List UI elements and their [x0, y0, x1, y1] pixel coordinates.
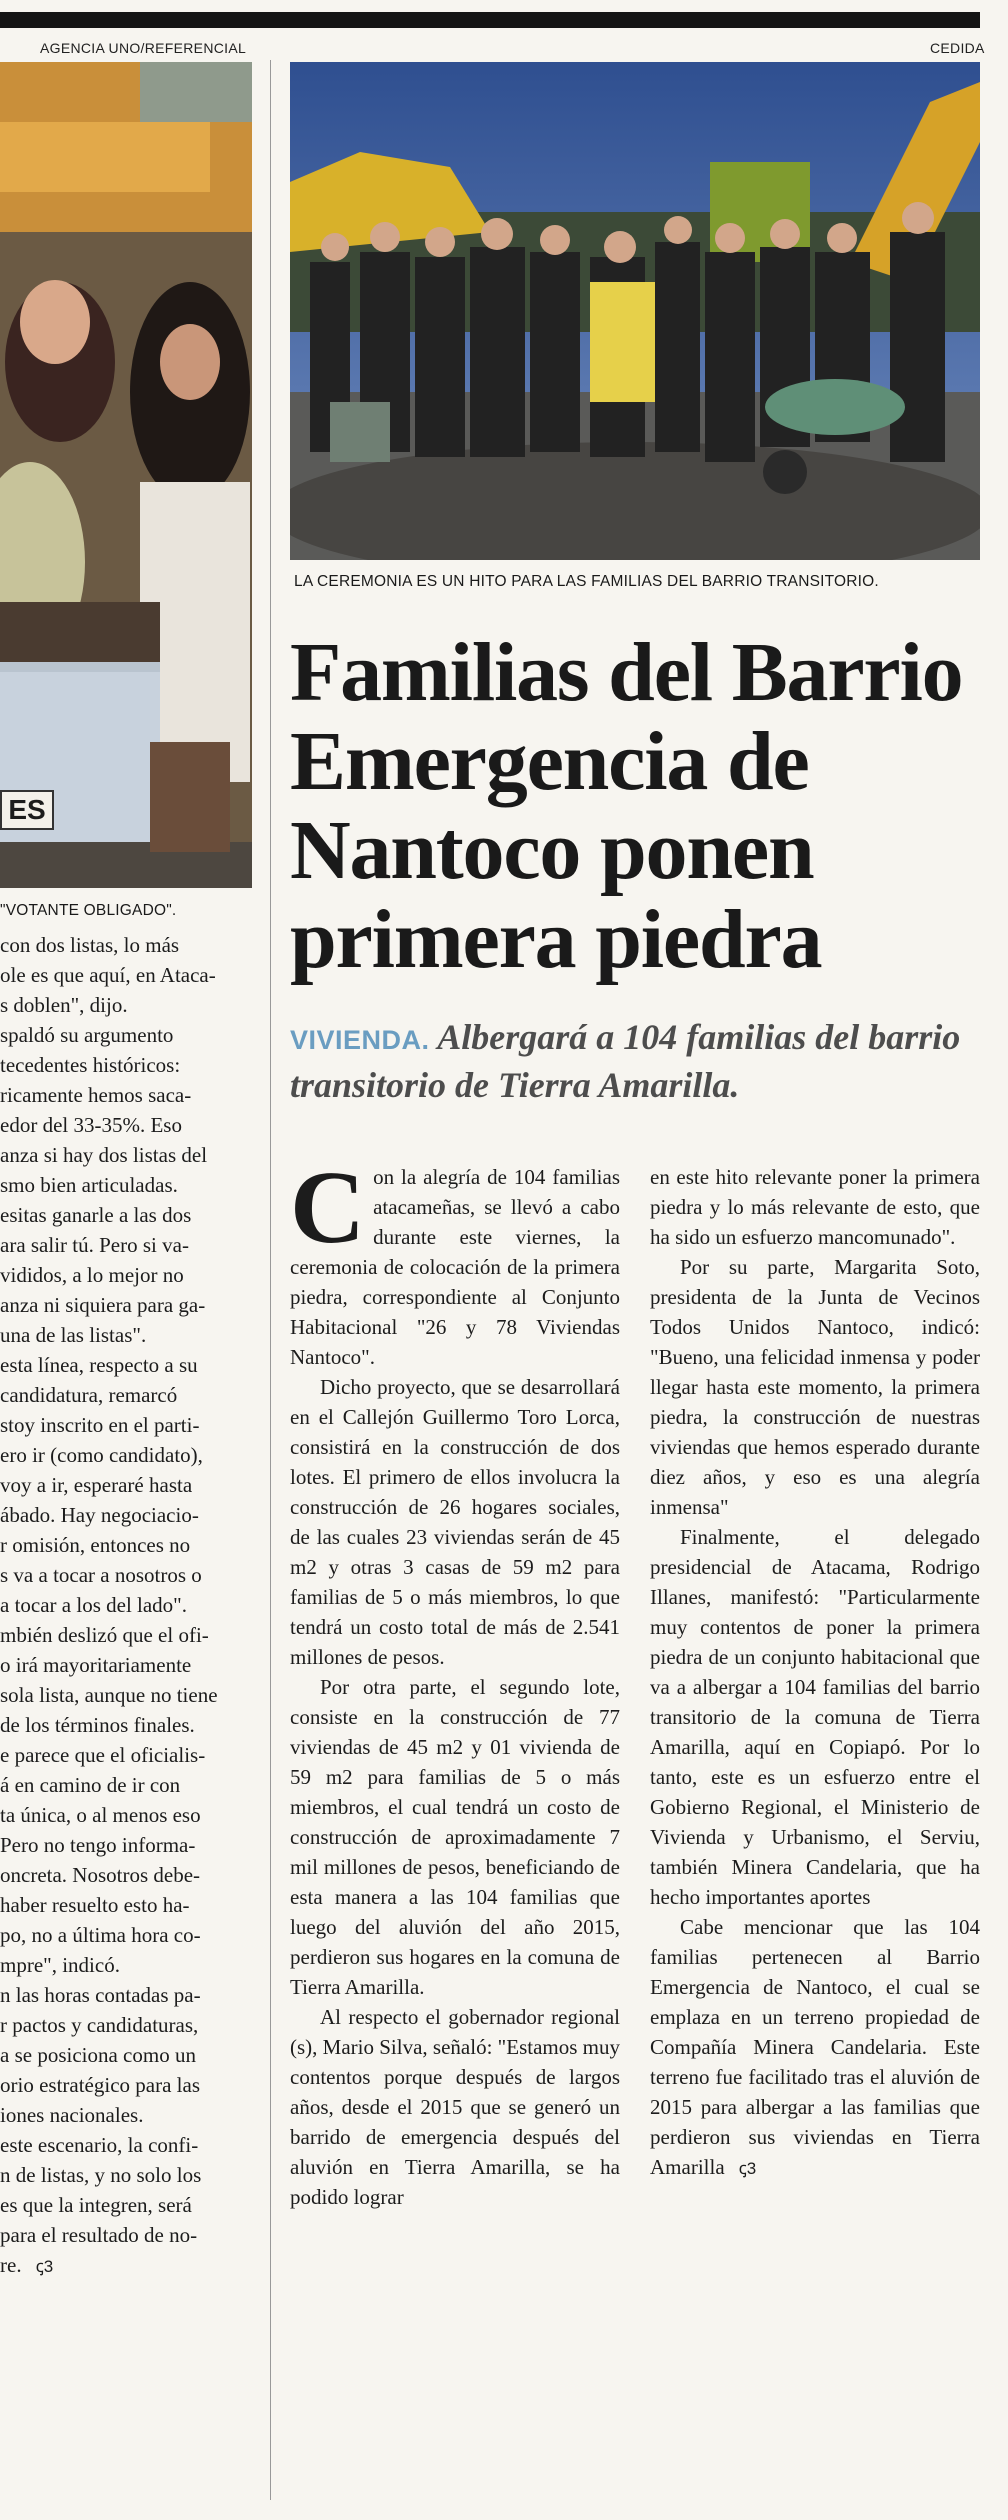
end-mark-icon: ꞔ3	[35, 2257, 54, 2276]
left-article-line: ta única, o al menos eso	[0, 1803, 201, 1827]
left-article-line: orio estratégico para las	[0, 2073, 200, 2097]
left-article-line: esta línea, respecto a su	[0, 1353, 198, 1377]
left-article-line: sola lista, aunque no tiene	[0, 1683, 218, 1707]
left-article-line: una de las listas".	[0, 1323, 147, 1347]
left-article-line: anza si hay dos listas del	[0, 1143, 208, 1167]
left-article-line: e parece que el oficialis-	[0, 1743, 206, 1767]
headline-line: primera piedra	[290, 893, 822, 986]
left-article-line: con dos listas, lo más	[0, 933, 180, 957]
body-paragraph: Al respecto el gobernador regional (s), Mario Silva, señaló: "Estamos muy contentos porque después de largos años, desde el 2015 que se generó un barrido de emergencia después del aluvión en Tierra Amarilla, se ha podido lograr	[290, 2005, 620, 2209]
left-article-line: para el resultado de no-	[0, 2223, 198, 2247]
left-article-line: a tocar a los del lado".	[0, 1593, 188, 1617]
left-article-line: s doblen", dijo.	[0, 993, 128, 1017]
left-photo-caption: "VOTANTE OBLIGADO".	[0, 902, 177, 919]
body-paragraph: Por su parte, Margarita Soto, presidenta de la Junta de Vecinos Todos Unidos Nantoco, indicó: "Bueno, una felicidad inmensa y poder llegar hasta este momento, la primera piedra, la construcción de nuestras viviendas que hemos esperado durante diez años, y eso es una alegría inmensa"	[650, 1255, 980, 1519]
left-article-line: ábado. Hay negociacio-	[0, 1503, 199, 1527]
left-article-line: o irá mayoritariamente	[0, 1653, 192, 1677]
left-article-line: n las horas contadas pa-	[0, 1983, 201, 2007]
left-article-line: r omisión, entonces no	[0, 1533, 191, 1557]
top-bar	[0, 12, 980, 28]
body-column-1	[290, 1150, 620, 2212]
left-article-line: es que la integren, será	[0, 2193, 192, 2217]
left-article-line: haber resuelto esto ha-	[0, 1893, 190, 1917]
left-article-line: vididos, a lo mejor no	[0, 1263, 184, 1287]
body-column-2	[650, 1162, 980, 2184]
left-article-line: a se posiciona como un	[0, 2043, 196, 2067]
headline	[290, 628, 990, 984]
left-article-line: Pero no tengo informa-	[0, 1833, 196, 1857]
left-article-line: ricamente hemos saca-	[0, 1083, 192, 1107]
left-article-line: esitas ganarle a las dos	[0, 1203, 192, 1227]
end-mark-icon: ꞔ3	[738, 2159, 757, 2178]
left-article-line: re. ꞔ3	[0, 2253, 54, 2277]
headline-line: Nantoco ponen	[290, 804, 814, 897]
main-photo-caption: LA CEREMONIA ES UN HITO PARA LAS FAMILIAS DEL BARRIO TRANSITORIO.	[294, 573, 879, 590]
left-article-line: ara salir tú. Pero si va-	[0, 1233, 189, 1257]
dropcap: C	[290, 1150, 366, 1265]
body-paragraph: Cabe mencionar que las 104 familias pertenecen al Barrio Emergencia de Nantoco, el cual se emplaza en un terreno propiedad de Compañía Minera Candelaria. Este terreno fue facilitado tras el aluvión de 2015 para albergar a las familias que perdieron sus viviendas en Tierra Amarilla ꞔ3	[650, 1915, 980, 2179]
dek-text: Albergará a 104 familias del barrio transitorio de Tierra Amarilla.	[290, 1017, 961, 1105]
left-article-line: oncreta. Nosotros debe-	[0, 1863, 201, 1887]
left-article-line: tecedentes históricos:	[0, 1053, 181, 1077]
left-photo-credit: AGENCIA UNO/REFERENCIAL	[40, 40, 247, 56]
left-article-line: ole es que aquí, en Ataca-	[0, 963, 216, 987]
left-article-line: mbién deslizó que el ofi-	[0, 1623, 209, 1647]
left-article-line: spaldó su argumento	[0, 1023, 174, 1047]
left-article-line: ero ir (como candidato),	[0, 1443, 203, 1467]
body-paragraph: Finalmente, el delegado presidencial de Atacama, Rodrigo Illanes, manifestó: "Particularmente muy contentos de poner la primera piedra de un conjunto habitacional que va a albergar a 104 familias del barrio transitorio de la comuna de Tierra Amarilla, aquí en Copiapó. Por lo tanto, este es un esfuerzo entre el Gobierno Regional, el Ministerio de Vivienda y Urbanismo, el Serviu, también Minera Candelaria, que ha hecho importantes aportes	[650, 1525, 980, 1909]
body-paragraph: en este hito relevante poner la primera piedra y lo más relevante de esto, que ha sido un esfuerzo mancomunado".	[650, 1165, 980, 1249]
dek	[290, 1015, 990, 1108]
left-article-line: candidatura, remarcó	[0, 1383, 178, 1407]
left-article-line: iones nacionales.	[0, 2103, 144, 2127]
body-paragraph: Con la alegría de 104 familias atacameñas, se llevó a cabo durante este viernes, la ceremonia de colocación de la primera piedra, correspondiente al Conjunto Habitacional "26 y 78 Viviendas Nantoco".	[290, 1150, 620, 1369]
main-photo	[290, 62, 980, 560]
ballot-box-label: ES	[0, 790, 54, 830]
column-divider	[270, 60, 271, 2500]
left-article-line: voy a ir, esperaré hasta	[0, 1473, 193, 1497]
left-article-line: r pactos y candidaturas,	[0, 2013, 199, 2037]
headline-line: Emergencia de	[290, 715, 809, 808]
left-article-line: po, no a última hora co-	[0, 1923, 201, 1947]
left-article-line: anza ni siquiera para ga-	[0, 1293, 206, 1317]
left-article-line: s va a tocar a nosotros o	[0, 1563, 202, 1587]
main-photo-credit: CEDIDA	[930, 40, 985, 56]
left-article-line: stoy inscrito en el parti-	[0, 1413, 200, 1437]
left-article-line: edor del 33-35%. Eso	[0, 1113, 182, 1137]
left-article-line: de los términos finales.	[0, 1713, 195, 1737]
left-article-text	[0, 930, 248, 2282]
headline-line: Familias del Barrio	[290, 626, 963, 719]
left-article-line: este escenario, la confi-	[0, 2133, 199, 2157]
left-article-line: n de listas, y no solo los	[0, 2163, 202, 2187]
section-tag: VIVIENDA.	[290, 1025, 430, 1055]
body-paragraph: Dicho proyecto, que se desarrollará en el Callejón Guillermo Toro Lorca, consistirá en la construcción de dos lotes. El primero de ellos involucra la construcción de 26 hogares sociales, de las cuales 23 viviendas serán de 45 m2 y otras 3 casas de 59 m2 para familias de 5 o más miembros, lo que tendrá un costo total de más de 2.541 millones de pesos.	[290, 1375, 620, 1669]
left-photo	[0, 62, 252, 888]
left-article-line: mpre", indicó.	[0, 1953, 120, 1977]
body-paragraph: Por otra parte, el segundo lote, consiste en la construcción de 77 viviendas de 45 m2 y 01 vivienda de 59 m2 para familias de 5 o más miembros, el cual tendrá un costo de construcción de aproximadamente 7 mil millones de pesos, beneficiando de esta manera a las 104 familias que luego del aluvión del año 2015, perdieron sus hogares en la comuna de Tierra Amarilla.	[290, 1675, 620, 1999]
left-article-line: á en camino de ir con	[0, 1773, 181, 1797]
left-article-line: smo bien articuladas.	[0, 1173, 178, 1197]
